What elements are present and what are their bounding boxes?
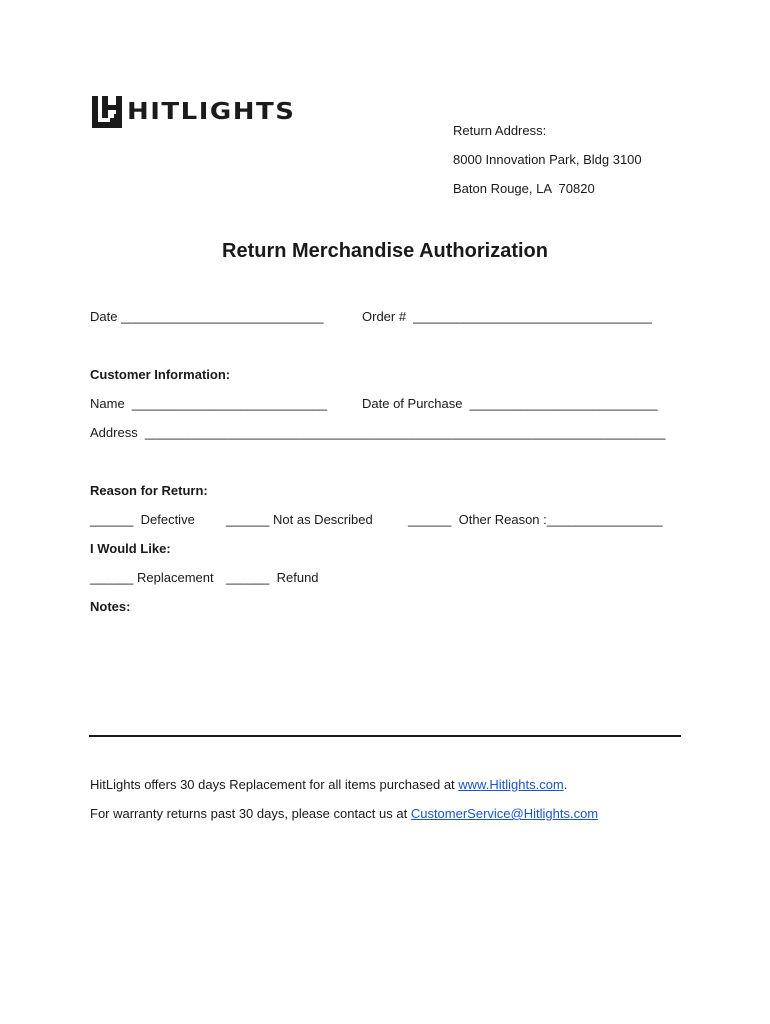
email-link[interactable]: CustomerService@Hitlights.com <box>410 806 599 821</box>
return-address-line1: 8000 Innovation Park, Bldg 3100 <box>453 152 642 167</box>
would-like-heading: I Would Like: <box>90 541 171 556</box>
logo-wordmark: HITLIGHTS <box>127 98 296 126</box>
reason-other[interactable]: ______ Other Reason :________________ <box>408 512 663 527</box>
option-replacement[interactable]: ______ Replacement <box>90 570 214 585</box>
hitlights-logo-icon <box>90 94 124 130</box>
date-of-purchase-field[interactable]: Date of Purchase __________________________ <box>362 396 658 411</box>
page-title: Return Merchandise Authorization <box>222 240 548 262</box>
footer-line-2-text: For warranty returns past 30 days, please contact us at <box>90 806 411 821</box>
order-number-field[interactable]: Order # _________________________________ <box>362 309 652 324</box>
option-refund[interactable]: ______ Refund <box>226 570 319 585</box>
footer-line-2 <box>90 806 598 821</box>
return-address-label: Return Address: <box>453 123 547 138</box>
name-field[interactable]: Name ___________________________ <box>90 396 328 411</box>
reason-heading: Reason for Return: <box>90 483 208 498</box>
address-field[interactable]: Address ________________________________________________________________________ <box>90 425 666 440</box>
date-field[interactable]: Date ____________________________ <box>90 309 324 324</box>
notes-divider <box>89 735 681 737</box>
customer-info-heading: Customer Information: <box>90 367 231 382</box>
footer-line-1 <box>90 777 567 792</box>
reason-defective[interactable]: ______ Defective <box>90 512 195 527</box>
reason-not-as-described[interactable]: ______ Not as Described <box>226 512 373 527</box>
footer-line-1-text: HitLights offers 30 days Replacement for all items purchased at <box>90 777 459 792</box>
footer-line-1-end: . <box>563 777 568 792</box>
return-address-line2: Baton Rouge, LA 70820 <box>453 181 595 196</box>
website-link[interactable]: www.Hitlights.com <box>458 777 564 792</box>
hitlights-logo <box>90 94 295 130</box>
notes-heading: Notes: <box>90 599 131 614</box>
